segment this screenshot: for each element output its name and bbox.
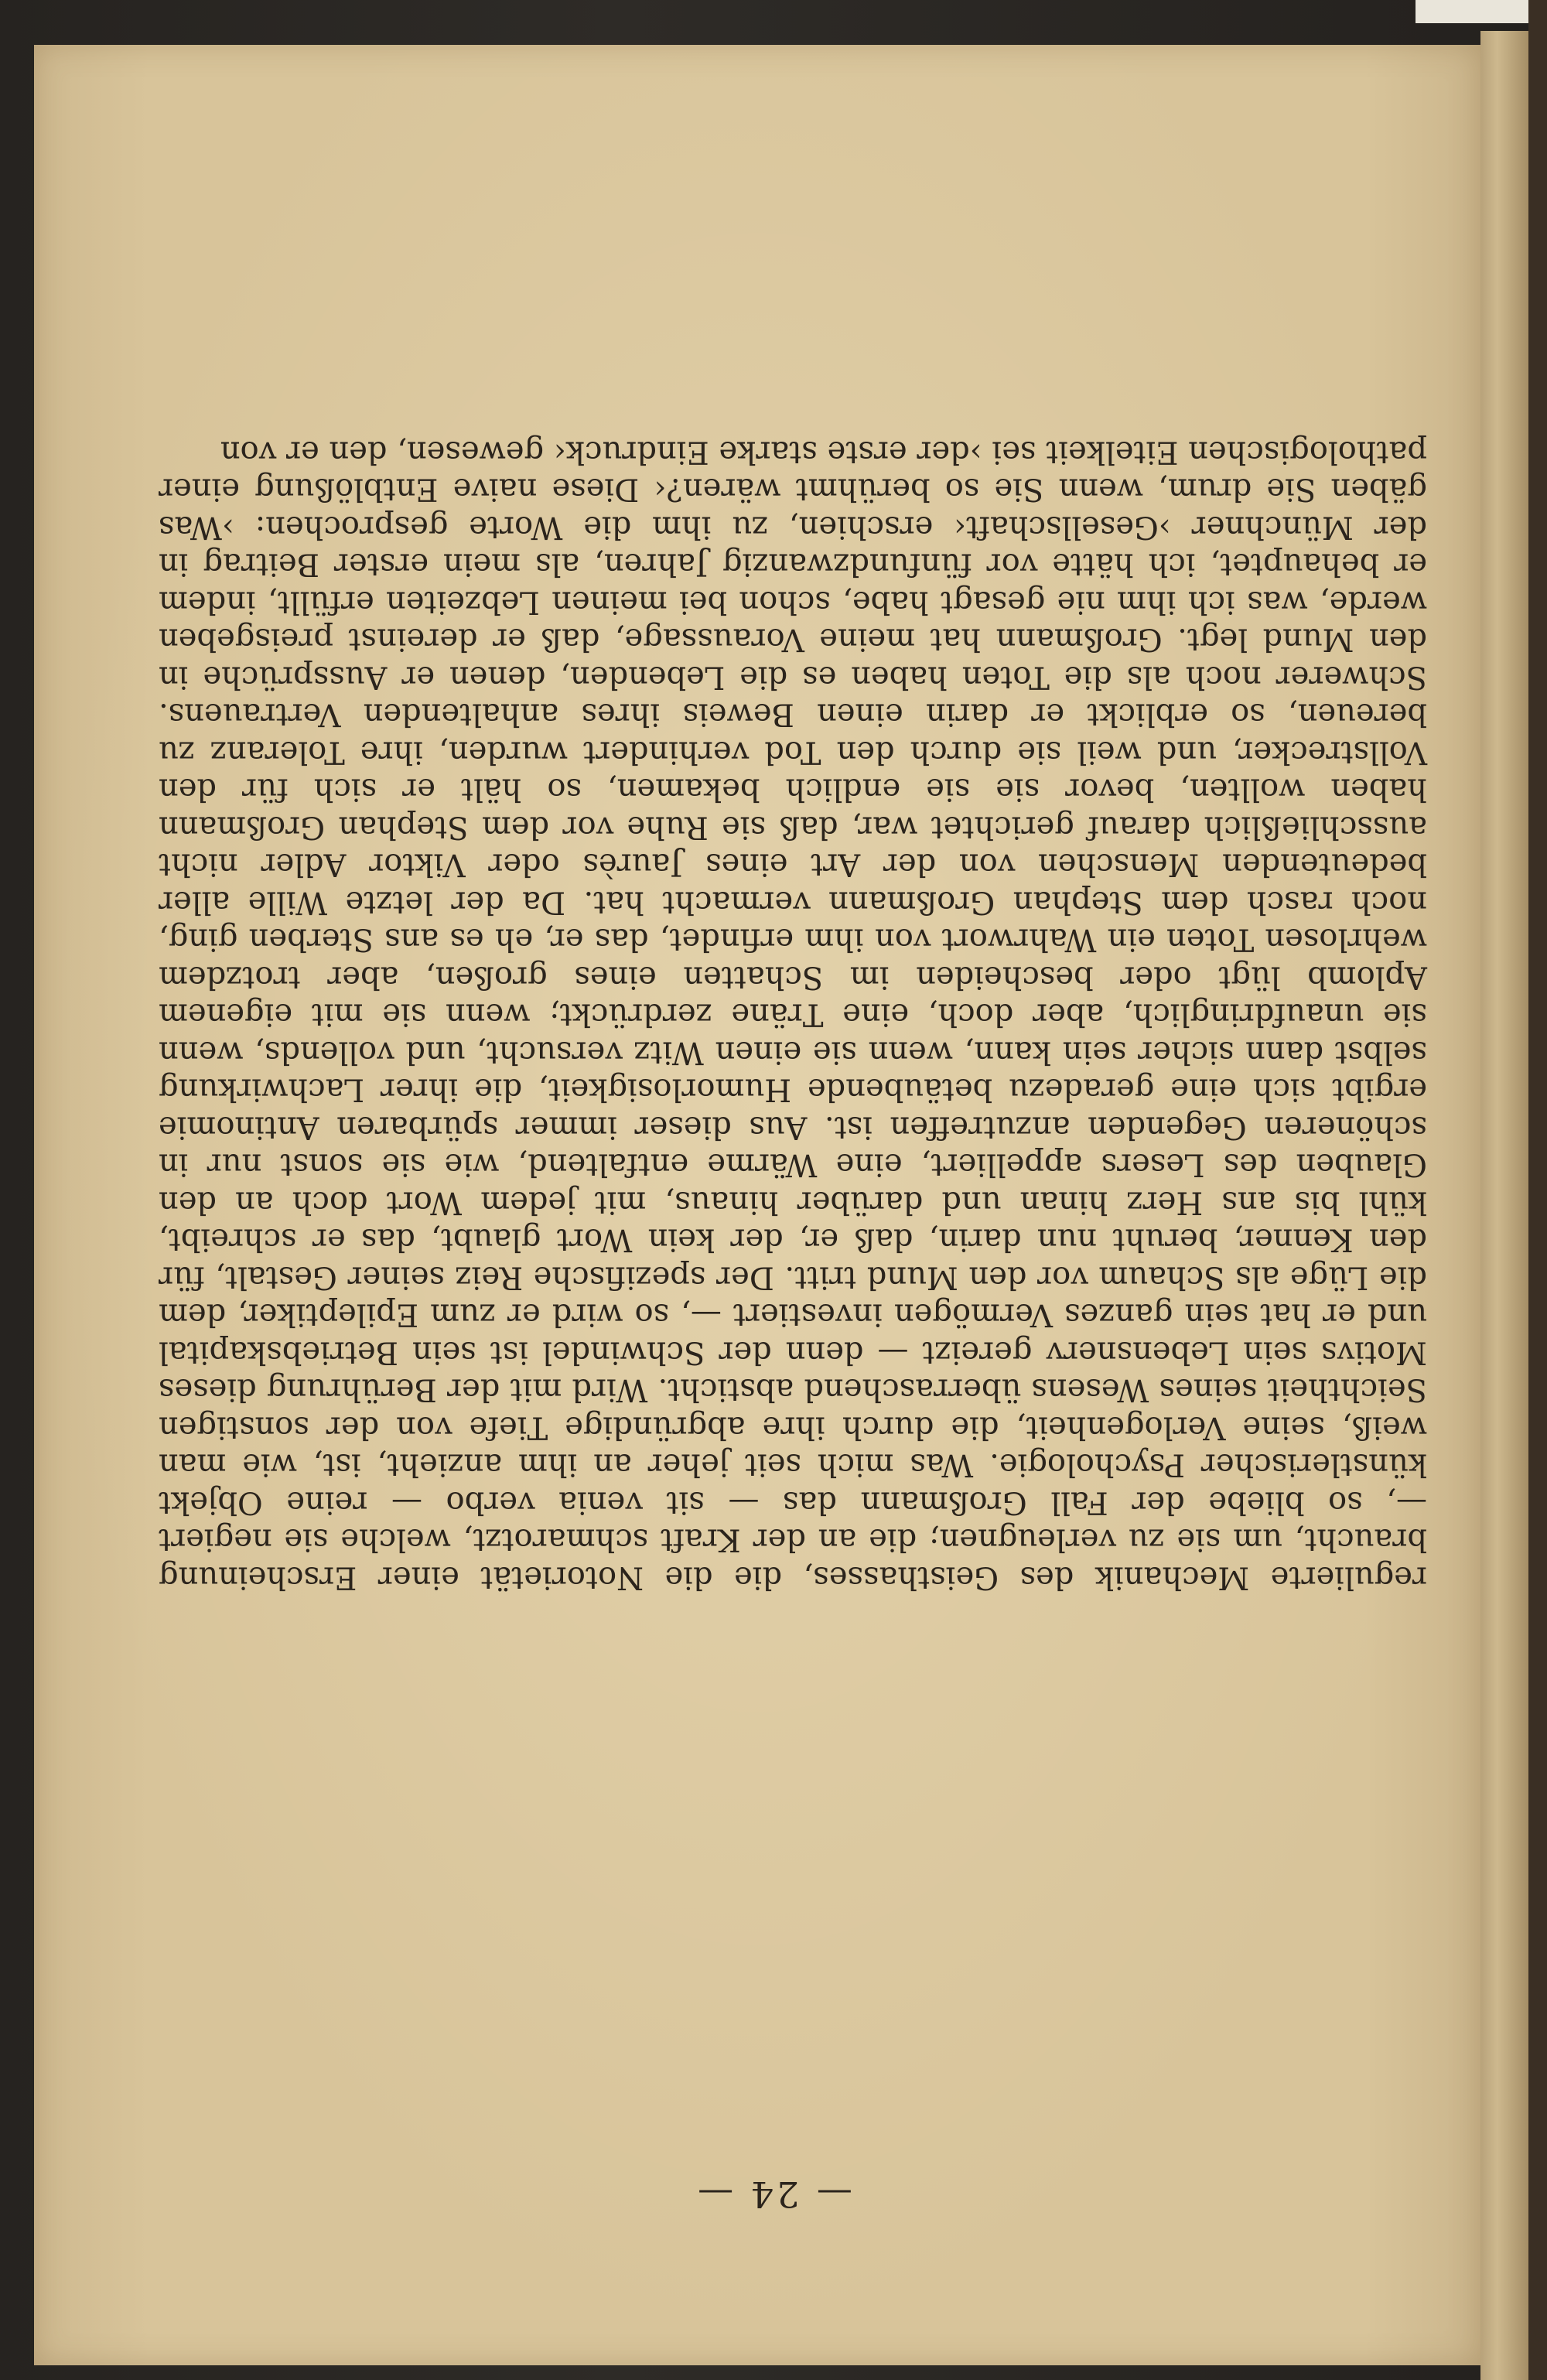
body-paragraph: regulierte Mechanik des Geisthasses, die die Notorietät einer Erscheinung braucht, um sie zu verleugnen; die an der Kraft schmarotzt, welche sie negiert —, so bliebe der Fall Großmann das — sit venia verbo — reine Objekt künstlerischer Psychologie. Was mich seit jeher an ihm anzieht, ist, wie man weiß, seine Verlogenheit, die durch ihre abgründige Tiefe von der sonstigen Seichtheit seines Wesens überraschend absticht. Wird mit der Berührung dieses Motivs sein Lebensnerv gereizt — denn der Schwindel ist sein Betriebskapital und er hat sein ganzes Vermögen investiert —, so wird er zum Epileptiker, dem die Lüge als Schaum vor den Mund tritt. Der spezifische Reiz seiner Gestalt, für den Kenner, beruht nun darin, daß er, der kein Wort glaubt, das er schreibt, kühl bis ans Herz hinan und darüber hinaus, mit jedem Wort doch an den Glauben des Lesers appelliert, eine Wärme entfaltend, wie sie sonst nur in schöneren Gegenden anzutreffen ist. Aus dieser immer spürbaren Antinomie ergibt sich eine geradezu betäubende Humorlosigkeit, die ihrer Lachwirkung selbst dann sicher sein kann, wenn sie einen Witz versucht, und vollends, wenn sie unaufdringlich, aber doch, eine Träne zerdrückt; wenn sie mit eigenem Aplomb lügt oder bescheiden im Schatten eines großen, aber trotzdem wehrlosen Toten ein Wahrwort von ihm erfindet, das er, eh es ans Sterben ging, noch rasch dem Stephan Großmann vermacht hat. Da der letzte Wille aller bedeutenden Menschen von der Art eines Jaurès oder Viktor Adler nicht ausschließlich darauf gerichtet war, daß sie Ruhe vor dem Stephan Großmann haben wollten, bevor sie sie endlich bekamen, so hält er sich für den Vollstrecker, und weil sie durch den Tod verhindert wurden, ihre Toleranz zu bereuen, so erblickt er darin einen Beweis ihres anhaltenden Vertrauens. Schwerer noch als die Toten haben es die Lebenden, denen er Aussprüche in den Mund legt. Großmann hat meine Voraussage, daß er dereinst preisgeben werde, was ich ihm nie gesagt habe, schon bei meinen Lebzeiten erfüllt, indem er behauptet, ich hätte vor fünfundzwanzig Jahren, als mein erster Beitrag in der Münchner ›Gesellschaft‹ erschien, zu ihm die Worte gesprochen: ›Was gäben Sie drum, wenn Sie so berühmt wären?‹ Diese naive Entblößung einer pathologischen Eitelkeit sei ›der erste starke Eindruck‹ gewesen, den er von xyxy=(159,434,1427,1596)
page-number: — 24 — xyxy=(695,2173,852,2215)
page-stack-edge xyxy=(1480,31,1528,2380)
scan-border-strip xyxy=(1416,0,1547,23)
book-spine-shadow xyxy=(1528,0,1547,2380)
body-text-upside-down xyxy=(159,433,1427,1596)
